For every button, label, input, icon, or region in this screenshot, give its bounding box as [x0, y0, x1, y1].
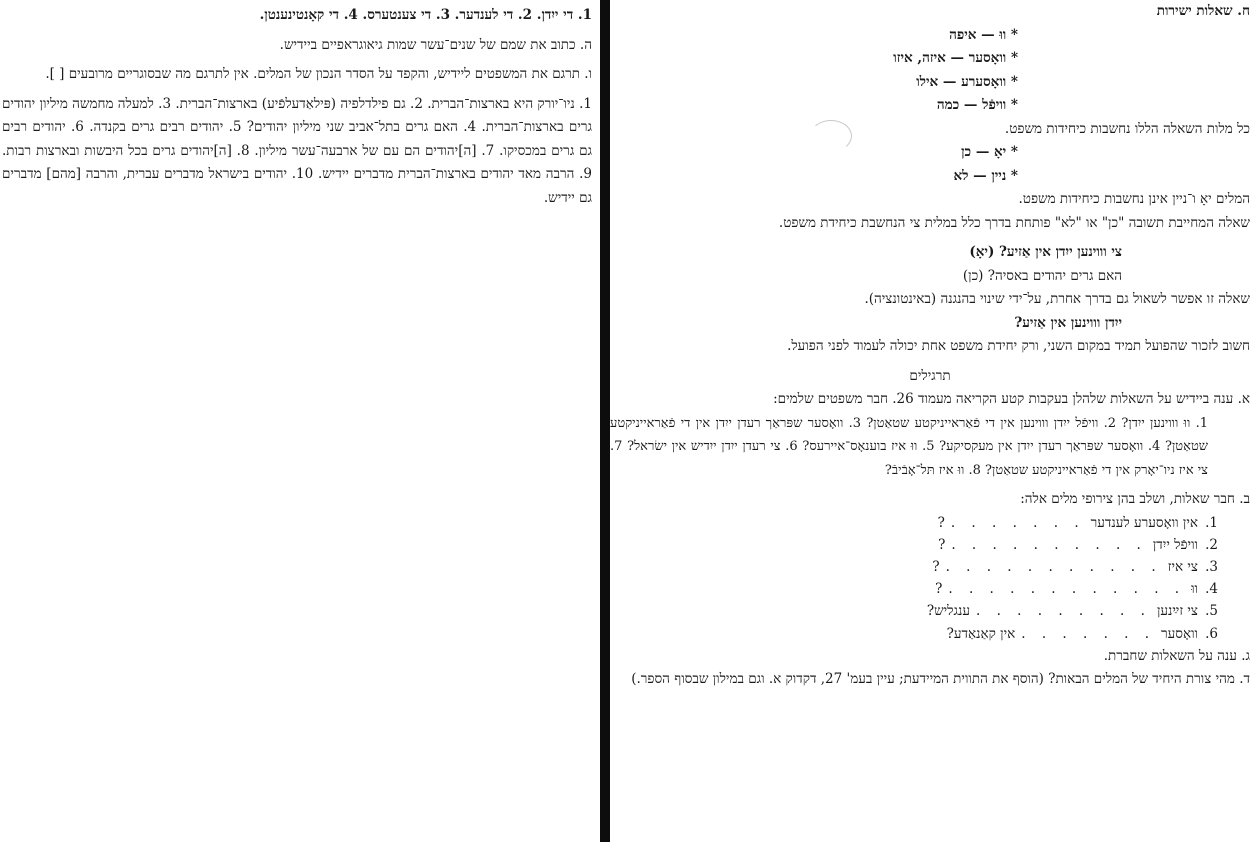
example-yiddish: צי וווינען ייִדן אין אַזיע? (יאָ) [969, 244, 1122, 260]
item-number: 2. [1205, 536, 1218, 553]
question-word: * ווּ — איפה [949, 26, 1018, 43]
question-word: * וויפֿל — כמה [936, 97, 1018, 113]
exercise-b-item [610, 534, 1250, 556]
exercise-h: ה. כתוב את שמם של שנים־עשר שמות גיאוגראפיים ביידיש. [279, 36, 592, 53]
yes-no-word: * ניין — לא [953, 167, 1018, 184]
yes-no-list [610, 141, 1250, 188]
item-end: ענגליש? [926, 603, 970, 620]
item-end: ? [935, 581, 943, 598]
yes-no-word: * יאָ — כן [961, 144, 1018, 160]
item-end: ? [938, 536, 946, 553]
item-number: 6. [1205, 625, 1218, 642]
exercise-b-list [610, 512, 1250, 645]
item-blank: . . . . . . . . . [975, 603, 1151, 620]
exercise-v: ו. תרגם את המשפטים ליידיש, והקפד על הסדר הנכון של המלים. אין לתרגם מה שבסוגריים מרובעים [ ]. [45, 66, 592, 82]
exercise-d: ד. מהי צורת היחיד של המלים הבאות? (הוסף את התווית המיידעת; עיין בעמ' 27, דקדוק א. וגם במילון שבסוף הספר.) [631, 671, 1250, 688]
translation-text: 1. ניו־יורק היא בארצות־הברית. 2. גם פילדלפיה (פּילאַדעלפֿיע) בארצות־הברית. 3. למעלה מחמשה מיליון יהודים גרים בארצות־הברית. 4. האם גרים בתל־אביב שני מיליון יהודים? 5. יהודים רבים גרים בקנדה. 6. יהודים רבים גם גרים במכסיקו. 7. [ה]יהודים הם עם של ארבעה־עשר מיליון. 8. [ה]יהודים גרים בכל היבשות ובארצות רבות. 9. הרבה מאד יהודים בארצות־הברית מדברים יידיש. 10. יהודים בישראל מדברים עברית, והרבה [מהם] מדברים גם יידיש. [2, 95, 593, 206]
item-blank: . . . . . . . . . . . . [948, 581, 1186, 598]
faint-mark [810, 120, 852, 152]
item-blank: . . . . . . . . . . . [945, 558, 1162, 575]
question-words-list [610, 24, 1250, 118]
verb-rule: חשוב לזכור שהפועל תמיד במקום השני, ורק יחידת משפט אחת יכולה לעמוד לפני הפועל. [787, 338, 1250, 354]
exercise-b-item [610, 578, 1250, 600]
right-page [610, 0, 1252, 842]
exercise-g: ג. ענה על השאלות שחברת. [1103, 647, 1250, 664]
intonation-note: שאלה זו אפשר לשאול גם בדרך אחרת, על־ידי שינוי בהנגנה (באינטונציה). [864, 291, 1250, 307]
question-words-note: כל מלות השאלה הללו נחשבות כיחידות משפט. [1004, 120, 1250, 137]
item-start: וויפֿל ייִדן [1152, 536, 1198, 553]
intro-line: 1. די ייִדן. 2. די לענדער. 3. די צענטערס. 4. די קאָנטינענטן. [259, 7, 592, 23]
item-end: אין קאַנאַדע? [946, 625, 1016, 642]
item-blank: . . . . . . . [1021, 625, 1156, 642]
exercise-b-instructions: ב. חבר שאלות, ושלב בהן צירופי מלים אלה: [1020, 491, 1250, 507]
item-number: 5. [1205, 603, 1218, 620]
example-intonation: ייִדן וווינען אין אַזיע? [1014, 314, 1122, 331]
item-number: 3. [1205, 558, 1218, 575]
item-number: 4. [1205, 581, 1218, 598]
question-word: * וואָסערע — אילו [916, 73, 1018, 90]
yes-no-note: המלים יאָ ו־ניין אינן נחשבות כיחידות משפט. [1018, 191, 1250, 207]
exercise-b-item [610, 623, 1250, 645]
book-spine-shadow [600, 0, 610, 842]
item-start: צי זײַנען [1156, 603, 1198, 620]
example-hebrew: האם גרים יהודים באסיה? (כן) [962, 267, 1122, 284]
item-blank: . . . . . . . [950, 514, 1085, 531]
exercise-b-item [610, 512, 1250, 534]
exercise-a-instructions: א. ענה ביידיש על השאלות שלהלן בעקבות קטע הקריאה מעמוד 26. חבר משפטים שלמים: [773, 391, 1250, 407]
item-start: ווּ [1191, 581, 1198, 598]
section-title: ח. שאלות ישירות [1156, 3, 1250, 19]
item-start: וואָסער [1161, 625, 1198, 642]
item-end: ? [932, 558, 940, 575]
item-start: צי איז [1167, 558, 1198, 575]
item-start: אין וואָסערע לענדער [1090, 514, 1198, 531]
exercises-title: תרגילים [909, 367, 951, 384]
item-number: 1. [1205, 514, 1218, 531]
item-end: ? [937, 514, 945, 531]
exercise-b-item [610, 556, 1250, 578]
question-word: * וואָסער — איזה, איזו [893, 50, 1018, 66]
exercise-a-questions: 1. ווּ וווינען ייִדן? 2. וויפֿל ייִדן וווינען אין די פֿאַראייניקטע שטאַטן? 3. וואָסער שפּראַך רעדן ייִדן אין די פֿאַראייניקטע שטאַטן? 4. וואָסער שפּראַך רעדן ייִדן אין מעקסיקע? 5. ווּ איז בוענאָס־איירעס? 6. צי רעדן ייִדן ייִדיש אין ישׂראל? 7. צי איז ניו־יאָרק אין די פֿאַראייניקטע שטאַטן? 8. ווּ איז תּל־אָבֿיבֿ? [610, 415, 1209, 478]
tsi-rule: שאלה המחייבת תשובה "כן" או "לא" פותחת בדרך כלל במלית צי הנחשבת כיחידת משפט. [778, 214, 1250, 231]
exercise-b-item [610, 600, 1250, 622]
left-page [0, 0, 600, 842]
item-blank: . . . . . . . . . . [951, 536, 1147, 553]
